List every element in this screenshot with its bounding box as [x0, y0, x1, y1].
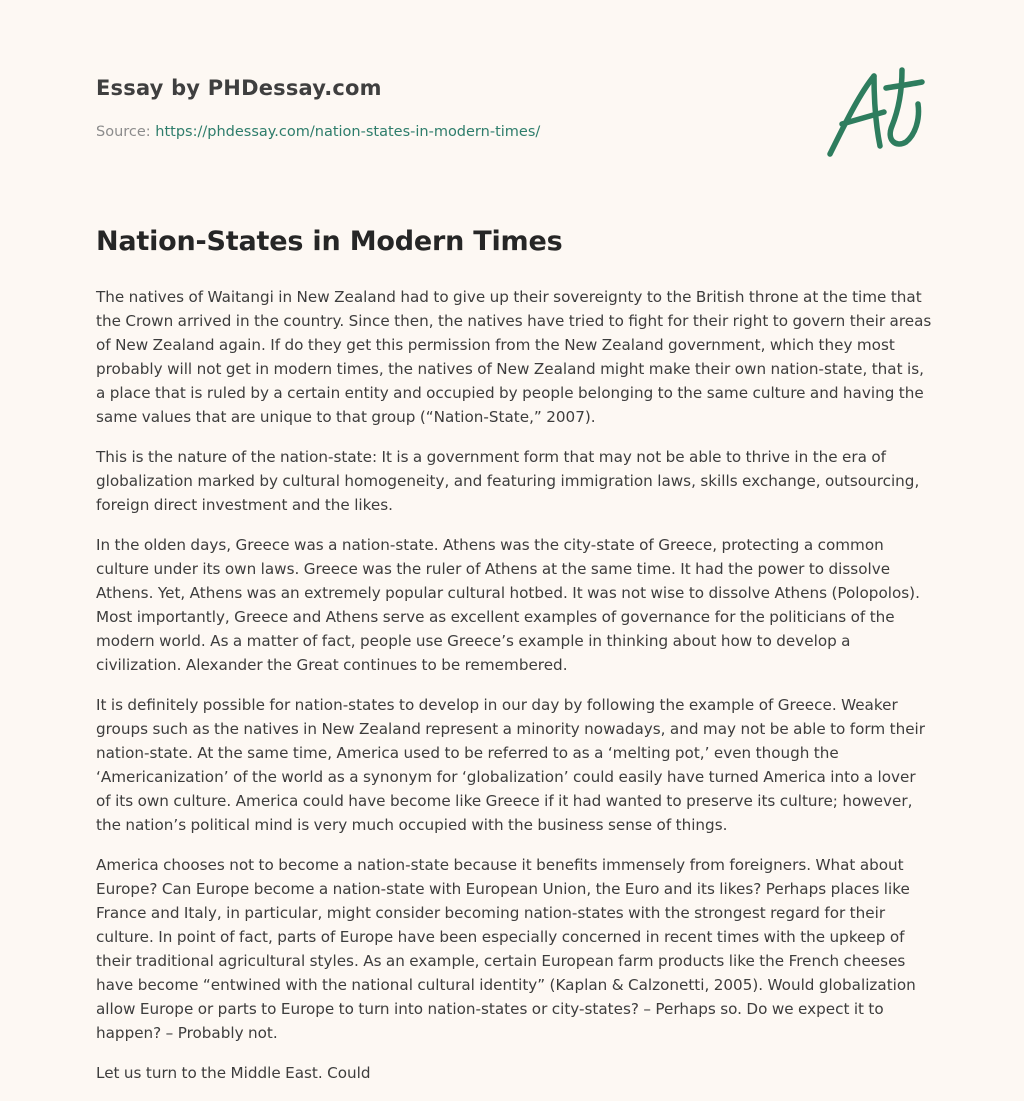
- essay-body: [96, 285, 932, 1101]
- a-plus-grade-icon: [822, 66, 926, 162]
- source-label: Source:: [96, 124, 151, 140]
- paragraph: In the olden days, Greece was a nation-state. Athens was the city-state of Greece, protecting a common culture under its own laws. Greece was the ruler of Athens at the same time. It had the power to dissolve Athens. Yet, Athens was an extremely popular cultural hotbed. It was not wise to dissolve Athens (Polopolos). Most importantly, Greece and Athens serve as excellent examples of governance for the politicians of the modern world. As a matter of fact, people use Greece’s example in thinking about how to develop a civilization. Alexander the Great continues to be remembered.: [96, 536, 920, 674]
- paragraph: The natives of Waitangi in New Zealand had to give up their sovereignty to the British throne at the time that the Crown arrived in the country. Since then, the natives have tried to fight for their right to govern their areas of New Zealand again. If do they get this permission from the New Zealand government, which they most probably will not get in modern times, the natives of New Zealand might make their own nation-state, that is, a place that is ruled by a certain entity and occupied by people belonging to the same culture and having the same values that are unique to that group (“Nation-State,” 2007).: [96, 288, 932, 426]
- paragraph: Let us turn to the Middle East. Could: [96, 1064, 371, 1082]
- essay-header: [96, 72, 928, 172]
- paragraph: America chooses not to become a nation-state because it benefits immensely from foreigners. What about Europe? Can Europe become a nation-state with European Union, the Euro and its likes? Perhaps places like France and Italy, in particular, might consider becoming nation-states with the strongest regard for their culture. In point of fact, parts of Europe have been especially concerned in recent times with the upkeep of their traditional agricultural styles. As an example, certain European farm products like the French cheeses have become “entwined with the national cultural identity” (Kaplan & Calzonetti, 2005). Would globalization allow Europe or parts to Europe to turn into nation-states or city-states? – Perhaps so. Do we expect it to happen? – Probably not.: [96, 856, 916, 1042]
- source-link[interactable]: https://phdessay.com/nation-states-in-modern-times/: [155, 124, 541, 140]
- brand-title: Essay by PHDessay.com: [96, 76, 382, 100]
- paragraph: This is the nature of the nation-state: It is a government form that may not be able to thrive in the era of globalization marked by cultural homogeneity, and featuring immigration laws, skills exchange, outsourcing, foreign direct investment and the likes.: [96, 448, 920, 514]
- essay-title: Nation-States in Modern Times: [96, 226, 563, 257]
- paragraph: It is definitely possible for nation-states to develop in our day by following the example of Greece. Weaker groups such as the natives in New Zealand represent a minority nowadays, and may not be able to form their nation-state. At the same time, America used to be referred to as a ‘melting pot,’ even though the ‘Americanization’ of the world as a synonym for ‘globalization’ could easily have turned America into a lover of its own culture. America could have become like Greece if it had wanted to preserve its culture; however, the nation’s political mind is very much occupied with the business sense of things.: [96, 696, 926, 834]
- source-line: [96, 124, 540, 140]
